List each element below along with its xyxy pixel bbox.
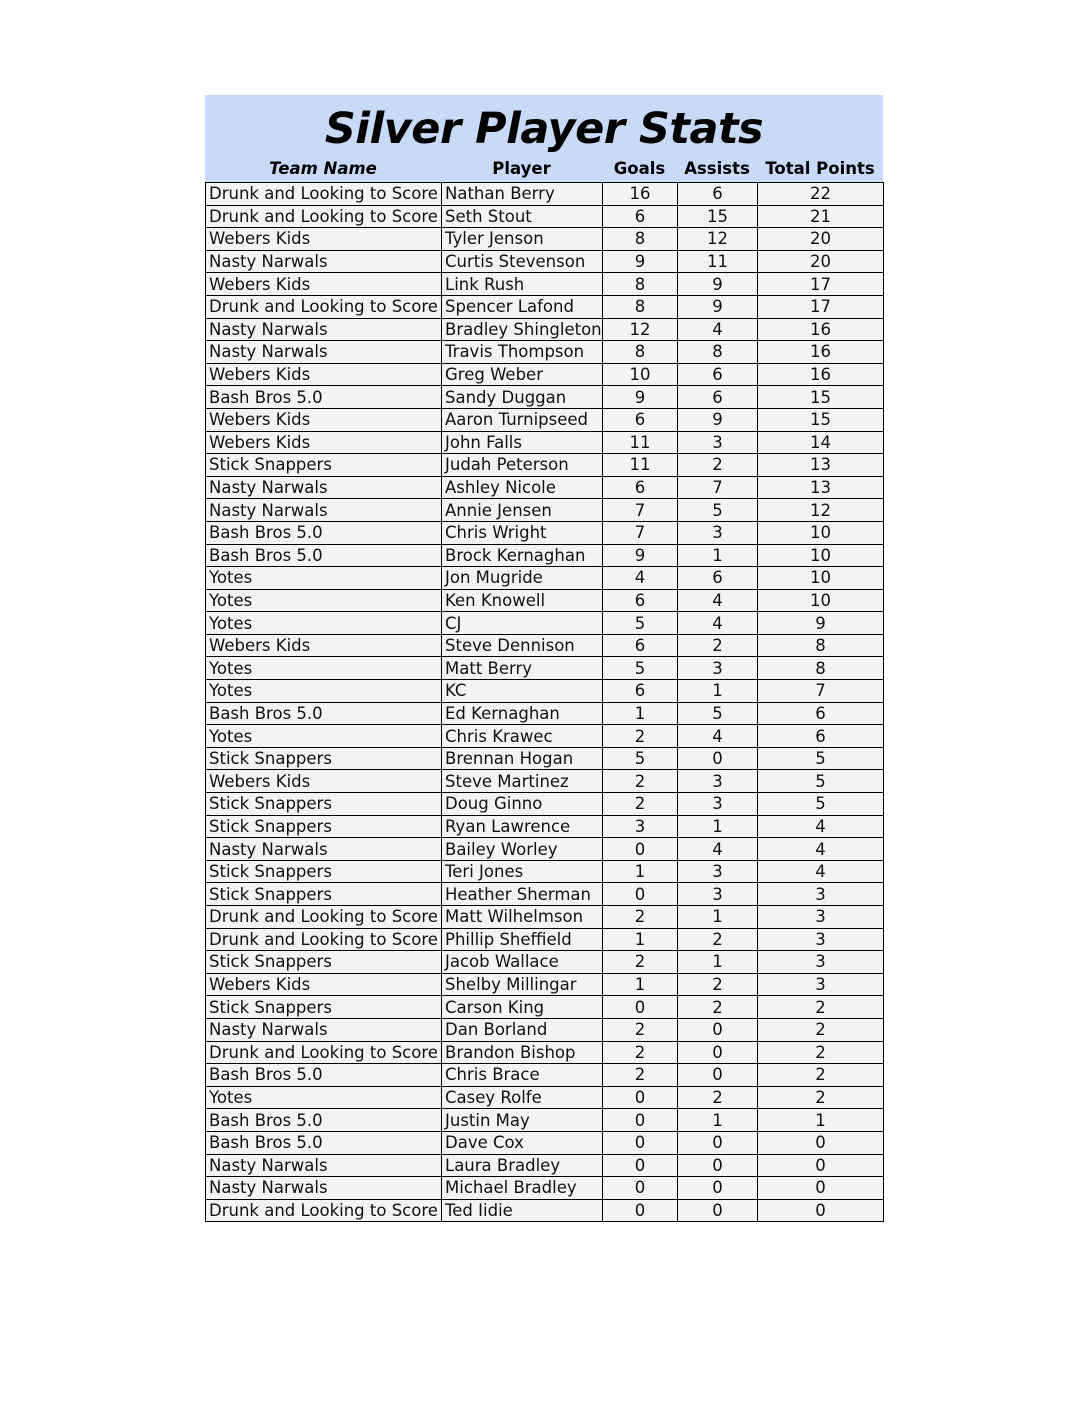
assists-cell: 4	[678, 589, 758, 612]
player-name-cell: Brennan Hogan	[442, 747, 603, 770]
goals-cell: 2	[603, 951, 678, 974]
player-name-cell: Jacob Wallace	[442, 951, 603, 974]
team-name-cell: Webers Kids	[206, 431, 442, 454]
table-row	[206, 702, 884, 725]
player-name-cell: Seth Stout	[442, 205, 603, 228]
total-points-cell: 2	[758, 1041, 884, 1064]
assists-cell: 9	[678, 273, 758, 296]
table-row	[206, 589, 884, 612]
total-points-cell: 2	[758, 1018, 884, 1041]
player-name-cell: Greg Weber	[442, 363, 603, 386]
team-name-cell: Nasty Narwals	[206, 250, 442, 273]
goals-cell: 2	[603, 1018, 678, 1041]
player-name-cell: Steve Martinez	[442, 770, 603, 793]
table-row	[206, 815, 884, 838]
goals-cell: 0	[603, 1199, 678, 1222]
goals-cell: 6	[603, 205, 678, 228]
goals-cell: 10	[603, 363, 678, 386]
page-title: Silver Player Stats	[324, 104, 764, 154]
assists-cell: 7	[678, 476, 758, 499]
assists-cell: 2	[678, 973, 758, 996]
column-header-goals: Goals	[613, 159, 666, 178]
assists-cell: 9	[678, 408, 758, 431]
assists-cell: 0	[678, 1018, 758, 1041]
table-row	[206, 770, 884, 793]
player-name-cell: KC	[442, 680, 603, 703]
total-points-cell: 16	[758, 318, 884, 341]
assists-cell: 4	[678, 725, 758, 748]
total-points-cell: 15	[758, 386, 884, 409]
total-points-cell: 6	[758, 725, 884, 748]
total-points-cell: 0	[758, 1177, 884, 1200]
assists-cell: 1	[678, 951, 758, 974]
total-points-cell: 0	[758, 1199, 884, 1222]
table-row	[206, 1131, 884, 1154]
goals-cell: 5	[603, 657, 678, 680]
goals-cell: 6	[603, 408, 678, 431]
player-name-cell: Ed Kernaghan	[442, 702, 603, 725]
assists-cell: 2	[678, 454, 758, 477]
table-row	[206, 951, 884, 974]
total-points-cell: 16	[758, 341, 884, 364]
assists-cell: 6	[678, 386, 758, 409]
table-row	[206, 906, 884, 929]
team-name-cell: Drunk and Looking to Score	[206, 295, 442, 318]
assists-cell: 6	[678, 363, 758, 386]
assists-cell: 1	[678, 906, 758, 929]
assists-cell: 5	[678, 702, 758, 725]
table-row	[206, 363, 884, 386]
team-name-cell: Webers Kids	[206, 634, 442, 657]
player-name-cell: Casey Rolfe	[442, 1086, 603, 1109]
team-name-cell: Nasty Narwals	[206, 476, 442, 499]
assists-cell: 6	[678, 567, 758, 590]
player-name-cell: Dan Borland	[442, 1018, 603, 1041]
table-row	[206, 544, 884, 567]
team-name-cell: Nasty Narwals	[206, 341, 442, 364]
assists-cell: 3	[678, 431, 758, 454]
team-name-cell: Drunk and Looking to Score	[206, 205, 442, 228]
table-row	[206, 996, 884, 1019]
assists-cell: 9	[678, 295, 758, 318]
total-points-cell: 2	[758, 996, 884, 1019]
player-name-cell: Teri Jones	[442, 860, 603, 883]
team-name-cell: Bash Bros 5.0	[206, 544, 442, 567]
team-name-cell: Bash Bros 5.0	[206, 702, 442, 725]
assists-cell: 11	[678, 250, 758, 273]
team-name-cell: Nasty Narwals	[206, 318, 442, 341]
assists-cell: 6	[678, 183, 758, 206]
total-points-cell: 16	[758, 363, 884, 386]
goals-cell: 6	[603, 680, 678, 703]
goals-cell: 0	[603, 838, 678, 861]
player-name-cell: Carson King	[442, 996, 603, 1019]
team-name-cell: Stick Snappers	[206, 793, 442, 816]
goals-cell: 2	[603, 1064, 678, 1087]
assists-cell: 4	[678, 612, 758, 635]
team-name-cell: Webers Kids	[206, 228, 442, 251]
table-row	[206, 1064, 884, 1087]
goals-cell: 7	[603, 499, 678, 522]
assists-cell: 0	[678, 1154, 758, 1177]
total-points-cell: 4	[758, 815, 884, 838]
table-row	[206, 318, 884, 341]
team-name-cell: Bash Bros 5.0	[206, 1064, 442, 1087]
player-name-cell: Doug Ginno	[442, 793, 603, 816]
assists-cell: 1	[678, 815, 758, 838]
player-name-cell: Ashley Nicole	[442, 476, 603, 499]
table-row	[206, 838, 884, 861]
total-points-cell: 5	[758, 793, 884, 816]
team-name-cell: Bash Bros 5.0	[206, 1109, 442, 1132]
assists-cell: 2	[678, 1086, 758, 1109]
goals-cell: 6	[603, 634, 678, 657]
table-row	[206, 205, 884, 228]
player-name-cell: Chris Krawec	[442, 725, 603, 748]
team-name-cell: Stick Snappers	[206, 996, 442, 1019]
table-row	[206, 860, 884, 883]
assists-cell: 3	[678, 770, 758, 793]
player-name-cell: Link Rush	[442, 273, 603, 296]
goals-cell: 6	[603, 476, 678, 499]
goals-cell: 8	[603, 228, 678, 251]
goals-cell: 1	[603, 928, 678, 951]
total-points-cell: 3	[758, 951, 884, 974]
player-name-cell: Aaron Turnipseed	[442, 408, 603, 431]
assists-cell: 2	[678, 928, 758, 951]
assists-cell: 4	[678, 318, 758, 341]
table-row	[206, 747, 884, 770]
total-points-cell: 2	[758, 1086, 884, 1109]
goals-cell: 2	[603, 725, 678, 748]
goals-cell: 9	[603, 544, 678, 567]
team-name-cell: Webers Kids	[206, 363, 442, 386]
team-name-cell: Yotes	[206, 567, 442, 590]
stats-table	[205, 182, 884, 1222]
column-header-team: Team Name	[269, 159, 377, 178]
table-row	[206, 612, 884, 635]
goals-cell: 0	[603, 996, 678, 1019]
total-points-cell: 13	[758, 454, 884, 477]
assists-cell: 4	[678, 838, 758, 861]
goals-cell: 1	[603, 702, 678, 725]
goals-cell: 0	[603, 1177, 678, 1200]
player-name-cell: Chris Brace	[442, 1064, 603, 1087]
assists-cell: 3	[678, 521, 758, 544]
assists-cell: 3	[678, 793, 758, 816]
table-row	[206, 273, 884, 296]
team-name-cell: Nasty Narwals	[206, 1154, 442, 1177]
total-points-cell: 1	[758, 1109, 884, 1132]
table-row	[206, 1041, 884, 1064]
table-row	[206, 793, 884, 816]
table-row	[206, 1199, 884, 1222]
assists-cell: 0	[678, 1199, 758, 1222]
assists-cell: 5	[678, 499, 758, 522]
goals-cell: 0	[603, 883, 678, 906]
table-row	[206, 1086, 884, 1109]
assists-cell: 0	[678, 1064, 758, 1087]
column-header-player: Player	[492, 159, 551, 178]
team-name-cell: Bash Bros 5.0	[206, 1131, 442, 1154]
player-name-cell: Brandon Bishop	[442, 1041, 603, 1064]
player-name-cell: Laura Bradley	[442, 1154, 603, 1177]
team-name-cell: Webers Kids	[206, 770, 442, 793]
table-row	[206, 883, 884, 906]
assists-cell: 0	[678, 747, 758, 770]
total-points-cell: 3	[758, 883, 884, 906]
table-row	[206, 431, 884, 454]
team-name-cell: Bash Bros 5.0	[206, 521, 442, 544]
table-row	[206, 476, 884, 499]
total-points-cell: 9	[758, 612, 884, 635]
player-name-cell: Brock Kernaghan	[442, 544, 603, 567]
assists-cell: 1	[678, 1109, 758, 1132]
total-points-cell: 8	[758, 634, 884, 657]
goals-cell: 4	[603, 567, 678, 590]
table-row	[206, 1018, 884, 1041]
assists-cell: 15	[678, 205, 758, 228]
goals-cell: 2	[603, 770, 678, 793]
column-header-total-points: Total Points	[765, 159, 875, 178]
table-row	[206, 499, 884, 522]
table-row	[206, 567, 884, 590]
player-name-cell: Tyler Jenson	[442, 228, 603, 251]
total-points-cell: 21	[758, 205, 884, 228]
player-name-cell: Spencer Lafond	[442, 295, 603, 318]
goals-cell: 5	[603, 612, 678, 635]
table-row	[206, 386, 884, 409]
total-points-cell: 10	[758, 521, 884, 544]
goals-cell: 0	[603, 1131, 678, 1154]
table-row	[206, 928, 884, 951]
team-name-cell: Stick Snappers	[206, 883, 442, 906]
player-name-cell: Heather Sherman	[442, 883, 603, 906]
total-points-cell: 3	[758, 906, 884, 929]
column-header-assists: Assists	[684, 159, 750, 178]
team-name-cell: Drunk and Looking to Score	[206, 1199, 442, 1222]
player-name-cell: Ryan Lawrence	[442, 815, 603, 838]
goals-cell: 9	[603, 386, 678, 409]
team-name-cell: Drunk and Looking to Score	[206, 1041, 442, 1064]
team-name-cell: Yotes	[206, 589, 442, 612]
total-points-cell: 6	[758, 702, 884, 725]
assists-cell: 0	[678, 1041, 758, 1064]
goals-cell: 7	[603, 521, 678, 544]
goals-cell: 0	[603, 1109, 678, 1132]
total-points-cell: 10	[758, 589, 884, 612]
team-name-cell: Stick Snappers	[206, 815, 442, 838]
player-name-cell: Bradley Shingleton	[442, 318, 603, 341]
player-name-cell: Curtis Stevenson	[442, 250, 603, 273]
total-points-cell: 20	[758, 228, 884, 251]
team-name-cell: Webers Kids	[206, 408, 442, 431]
player-name-cell: Justin May	[442, 1109, 603, 1132]
team-name-cell: Webers Kids	[206, 973, 442, 996]
goals-cell: 0	[603, 1086, 678, 1109]
goals-cell: 11	[603, 431, 678, 454]
stats-table-body	[206, 183, 884, 1222]
player-name-cell: Judah Peterson	[442, 454, 603, 477]
assists-cell: 2	[678, 634, 758, 657]
goals-cell: 2	[603, 906, 678, 929]
player-name-cell: Travis Thompson	[442, 341, 603, 364]
total-points-cell: 0	[758, 1154, 884, 1177]
team-name-cell: Stick Snappers	[206, 951, 442, 974]
total-points-cell: 14	[758, 431, 884, 454]
table-row	[206, 228, 884, 251]
total-points-cell: 20	[758, 250, 884, 273]
table-row	[206, 250, 884, 273]
table-row	[206, 725, 884, 748]
goals-cell: 3	[603, 815, 678, 838]
goals-cell: 11	[603, 454, 678, 477]
table-row	[206, 973, 884, 996]
total-points-cell: 15	[758, 408, 884, 431]
team-name-cell: Bash Bros 5.0	[206, 386, 442, 409]
total-points-cell: 0	[758, 1131, 884, 1154]
goals-cell: 8	[603, 295, 678, 318]
assists-cell: 3	[678, 860, 758, 883]
player-name-cell: Jon Mugride	[442, 567, 603, 590]
total-points-cell: 17	[758, 273, 884, 296]
player-name-cell: Ken Knowell	[442, 589, 603, 612]
player-name-cell: Michael Bradley	[442, 1177, 603, 1200]
assists-cell: 3	[678, 657, 758, 680]
goals-cell: 12	[603, 318, 678, 341]
team-name-cell: Drunk and Looking to Score	[206, 183, 442, 206]
header-band	[205, 95, 883, 182]
total-points-cell: 10	[758, 544, 884, 567]
assists-cell: 1	[678, 544, 758, 567]
player-name-cell: John Falls	[442, 431, 603, 454]
table-row	[206, 634, 884, 657]
team-name-cell: Nasty Narwals	[206, 1018, 442, 1041]
team-name-cell: Yotes	[206, 612, 442, 635]
assists-cell: 1	[678, 680, 758, 703]
player-name-cell: Sandy Duggan	[442, 386, 603, 409]
total-points-cell: 7	[758, 680, 884, 703]
total-points-cell: 4	[758, 860, 884, 883]
player-name-cell: Bailey Worley	[442, 838, 603, 861]
team-name-cell: Yotes	[206, 725, 442, 748]
total-points-cell: 8	[758, 657, 884, 680]
table-row	[206, 408, 884, 431]
total-points-cell: 12	[758, 499, 884, 522]
assists-cell: 0	[678, 1177, 758, 1200]
team-name-cell: Yotes	[206, 1086, 442, 1109]
table-row	[206, 1177, 884, 1200]
player-name-cell: Chris Wright	[442, 521, 603, 544]
goals-cell: 8	[603, 273, 678, 296]
goals-cell: 0	[603, 1154, 678, 1177]
team-name-cell: Nasty Narwals	[206, 838, 442, 861]
assists-cell: 8	[678, 341, 758, 364]
team-name-cell: Yotes	[206, 657, 442, 680]
team-name-cell: Drunk and Looking to Score	[206, 928, 442, 951]
total-points-cell: 10	[758, 567, 884, 590]
table-row	[206, 680, 884, 703]
total-points-cell: 22	[758, 183, 884, 206]
player-name-cell: Matt Berry	[442, 657, 603, 680]
goals-cell: 9	[603, 250, 678, 273]
table-row	[206, 183, 884, 206]
player-name-cell: Steve Dennison	[442, 634, 603, 657]
table-row	[206, 454, 884, 477]
table-row	[206, 521, 884, 544]
player-name-cell: Ted Iidie	[442, 1199, 603, 1222]
assists-cell: 12	[678, 228, 758, 251]
total-points-cell: 3	[758, 928, 884, 951]
goals-cell: 8	[603, 341, 678, 364]
total-points-cell: 17	[758, 295, 884, 318]
goals-cell: 16	[603, 183, 678, 206]
total-points-cell: 3	[758, 973, 884, 996]
assists-cell: 0	[678, 1131, 758, 1154]
goals-cell: 1	[603, 973, 678, 996]
team-name-cell: Stick Snappers	[206, 454, 442, 477]
total-points-cell: 13	[758, 476, 884, 499]
team-name-cell: Drunk and Looking to Score	[206, 906, 442, 929]
goals-cell: 6	[603, 589, 678, 612]
player-name-cell: Dave Cox	[442, 1131, 603, 1154]
table-row	[206, 295, 884, 318]
total-points-cell: 5	[758, 770, 884, 793]
assists-cell: 3	[678, 883, 758, 906]
player-name-cell: Annie Jensen	[442, 499, 603, 522]
team-name-cell: Nasty Narwals	[206, 499, 442, 522]
total-points-cell: 4	[758, 838, 884, 861]
total-points-cell: 2	[758, 1064, 884, 1087]
team-name-cell: Webers Kids	[206, 273, 442, 296]
table-row	[206, 657, 884, 680]
player-name-cell: Matt Wilhelmson	[442, 906, 603, 929]
stats-sheet	[205, 95, 883, 1222]
player-name-cell: Phillip Sheffield	[442, 928, 603, 951]
goals-cell: 2	[603, 793, 678, 816]
total-points-cell: 5	[758, 747, 884, 770]
team-name-cell: Stick Snappers	[206, 860, 442, 883]
player-name-cell: CJ	[442, 612, 603, 635]
team-name-cell: Nasty Narwals	[206, 1177, 442, 1200]
table-row	[206, 1154, 884, 1177]
assists-cell: 2	[678, 996, 758, 1019]
goals-cell: 2	[603, 1041, 678, 1064]
goals-cell: 5	[603, 747, 678, 770]
team-name-cell: Yotes	[206, 680, 442, 703]
player-name-cell: Shelby Millingar	[442, 973, 603, 996]
goals-cell: 1	[603, 860, 678, 883]
table-row	[206, 341, 884, 364]
table-row	[206, 1109, 884, 1132]
player-name-cell: Nathan Berry	[442, 183, 603, 206]
team-name-cell: Stick Snappers	[206, 747, 442, 770]
